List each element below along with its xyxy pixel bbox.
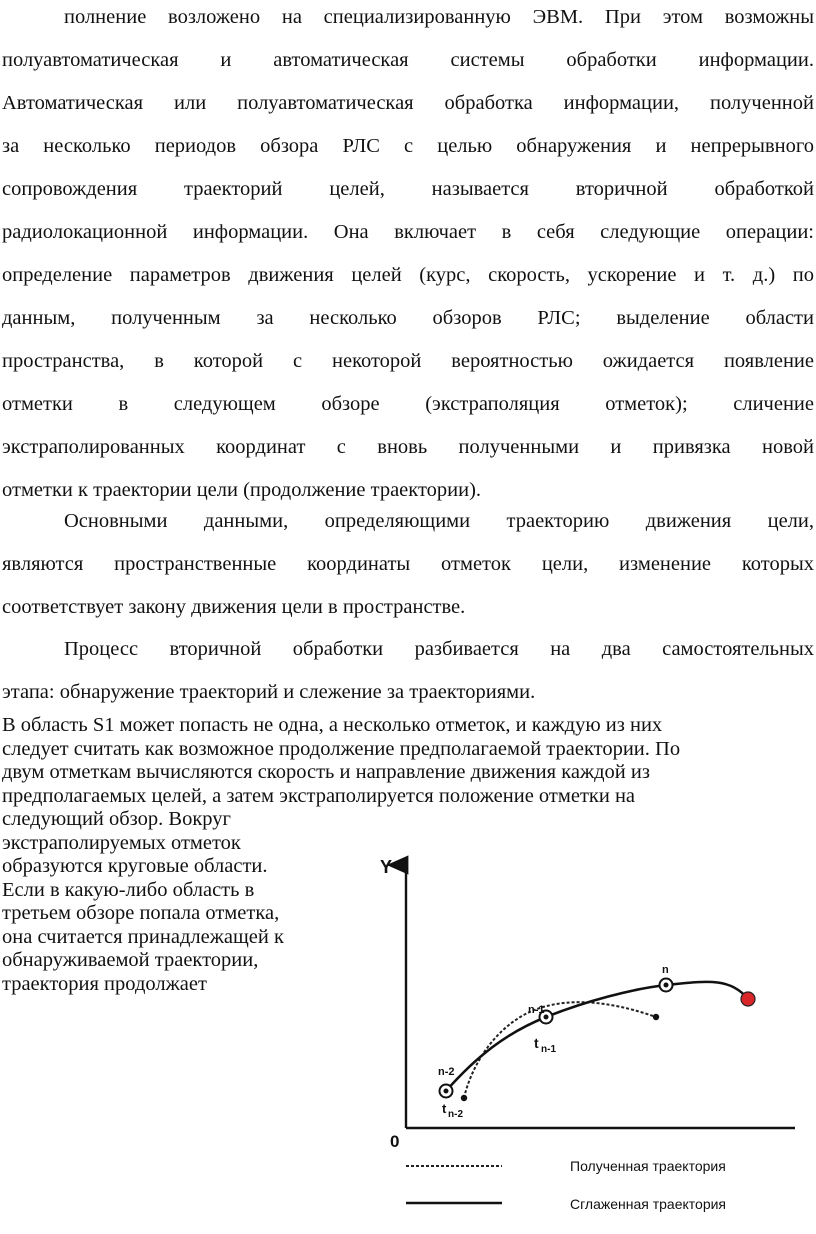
received-trajectory [464,1002,656,1098]
point-t-n-2 [461,1095,467,1101]
label-n: n [662,964,669,976]
text-line: двум отметкам вычисляются скорость и направление движения каждой из [2,761,650,783]
origin-label: 0 [390,1132,400,1151]
text-line: предполагаемых целей, а затем экстраполируется положение отметки на [2,784,636,807]
text-line: отметки в следующем обзоре (экстраполяция отметок); сличение [2,393,814,415]
extrapolated-point [741,992,755,1006]
paragraph-trajectory-data [2,500,814,629]
text-line: определение параметров движения целей (курс, скорость, ускорение и т. д.) по [2,264,814,286]
text-line: являются пространственные координаты отметок цели, изменение которых [2,553,814,575]
text-line: она считается принадлежащей к [2,925,284,948]
label-n-2: n-2 [438,1066,455,1078]
label-n-1: n-1 [528,1004,545,1016]
text-line: этапа: обнаружение траекторий и слежение за траекториями. [2,681,536,703]
label-t-n-2: t [442,1101,447,1116]
text-line: полуавтоматическая и автоматическая системы обработки информации. [2,49,814,71]
point-n-2-center [444,1089,449,1094]
text-line: полнение возложено на специализированную ЭВМ. При этом возможны [64,6,814,28]
legend-received-label: Полученная траектория [570,1158,726,1174]
text-line: отметки к траектории цели (продолжение траектории). [2,479,482,501]
text-line: третьем обзоре попала отметка, [2,902,280,924]
legend-smoothed-label: Сглаженная траектория [570,1196,727,1212]
text-line: В область S1 может попасть не одна, а несколько отметок, и каждую из них [2,714,663,736]
label-t-n-1-sub: n-1 [541,1044,556,1055]
text-line: экстраполируемых отметок [2,831,241,854]
text-line: за несколько периодов обзора РЛС с целью обнаружения и непрерывного [2,135,814,157]
text-line: Основными данными, определяющими траекторию движения цели, [64,510,814,532]
text-line: следует считать как возможное продолжение предполагаемой траектории. По [2,737,681,760]
text-line: обнаруживаемой траектории, [2,949,259,971]
trajectory-diagram [350,845,816,1234]
text-line: траектория продолжает [2,972,207,995]
smoothed-trajectory [446,982,748,1091]
text-line: экстраполированных координат с вновь полученными и привязка новой [2,436,814,458]
text-line: радиолокационной информации. Она включает в себя следующие операции: [2,221,814,243]
text-line: соответствует закону движения цели в пространстве. [2,596,466,618]
text-line: Автоматическая или полуавтоматическая обработка информации, полученной [2,92,814,114]
text-line: образуются круговые области. [2,855,268,877]
label-t-n-1: t [534,1035,539,1051]
label-t-n-2-sub: n-2 [448,1109,463,1120]
text-line: данным, полученным за несколько обзоров РЛС; выделение области [2,307,814,329]
text-line: Если в какую-либо область в [2,878,255,901]
y-axis-label: Y [380,857,393,877]
text-line: пространства, в которой с некоторой вероятностью ожидается появление [2,350,814,372]
text-line: сопровождения траекторий целей, называется вторичной обработкой [2,178,814,200]
text-line: Процесс вторичной обработки разбивается на два самостоятельных [64,638,814,660]
text-line: следующий обзор. Вокруг [2,808,231,830]
paragraph-processing-stages [2,628,814,714]
paragraph-secondary-processing [2,0,814,512]
point-t-n-1 [653,1014,659,1020]
